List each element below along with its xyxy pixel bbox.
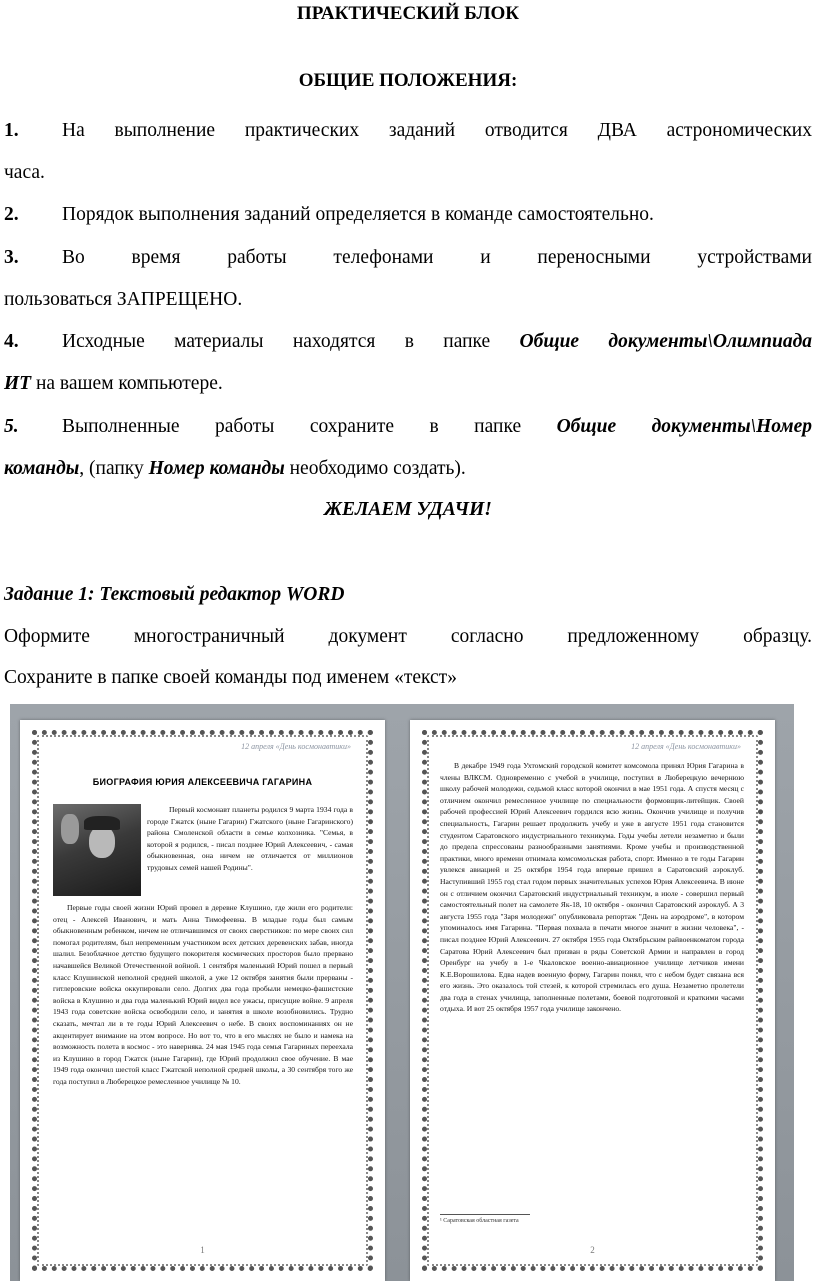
page-number: 1 bbox=[200, 1245, 205, 1255]
task-text-line-1: Оформите многостраничный документ согласно предложенному образцу. bbox=[4, 626, 812, 647]
page-title: БИОГРАФИЯ ЮРИЯ АЛЕКСЕЕВИЧА ГАГАРИНА bbox=[92, 777, 313, 787]
page-heading: ПРАКТИЧЕСКИЙ БЛОК bbox=[296, 3, 520, 24]
wish-text: ЖЕЛАЕМ УДАЧИ! bbox=[324, 499, 492, 520]
list-item-5-cont bbox=[4, 456, 812, 482]
footnote: ¹ Саратовская областная газета bbox=[440, 1218, 519, 1224]
item-number: 1. bbox=[4, 120, 19, 141]
item-number: 3. bbox=[4, 247, 19, 268]
list-item-3-cont: пользоваться ЗАПРЕЩЕНО. bbox=[4, 289, 243, 310]
item-text: Исходные материалы находятся в папке bbox=[62, 331, 520, 352]
item-text: , (папку bbox=[79, 458, 149, 479]
item-text: Во время работы телефонами и переносными устройствами bbox=[62, 247, 812, 268]
list-item-4-cont bbox=[4, 371, 812, 397]
page-body-text: Первые годы своей жизни Юрий провел в деревне Клушино, где жили его родители: отец - Алексей Иванович, и мать Анна Тимофеевна. В младые годы был самым обыкновенным ребенком, ничем не отличавшимся от своих сверстников: по мере своих сил помогал родителям, был непременным участником всех детских деревенских забав, иногда шалил. Безоблачное детство будущего покорителя космических просторов было прервано начавшейся Великой Отечественной войной. 1 сентября маленький Юрий пошел в первый класс Клушинской неполной средней школой, а уже 12 октября занятия были прерваны - гитлеровские войска оккупировали село. Долгих два года пробыли немецко-фашистские войска в Клушино и два года маленький Юрий видел все ужасы, присущие войне. 9 апреля 1943 года советские войска освободили село, и занятия в школе возобновились. Трудно сказать, мечтал ли в те годы Юрий Алексеевич о небе. В своих воспоминаниях он не акцентирует внимание на этом вопросе. Но вот то, что в его мыслях не было и намека на возможность полета в космос - это наверняка. 24 мая 1945 года семья Гагариных переехала из Клушино в город Гжатск (ныне Гагарин), где Юрий продолжил свое обучение. В мае 1949 года окончил шестой класс Гжатской неполной средней школы, а 30 сентября того же года поступил в Люберецкое ремесленное училище № 10. bbox=[53, 903, 353, 1086]
item-text: на вашем компьютере. bbox=[31, 373, 223, 394]
folder-path-end: команды bbox=[4, 458, 80, 479]
page-body-text: В декабре 1949 года Ухтомский городской комитет комсомола принял Юрия Гагарина в члены ВЛКСМ. Одновременно с учебой в училище, поступил в Люберецкую вечернюю школу рабочей молодежи, седьмой класс которой окончил в мае 1951 года. А спустя месяц с отличием окончил ремесленное училище по специальности формовщик-литейщик. Своей рабочей профессией Юрий Алексеевич гордился всю жизнь. Окончив училище и получив специальность, Гагарин решает продолжить учебу и уже в августе 1951 года становится студентом Саратовского индустриального техникума. Годы учебы летели незаметно и были до предела спрессованы разнообразными занятиями. Кроме учебы и производственной практики, много времени отнимала комсомольская работа, спорт. Именно в те годы Гагарин увлекся авиацией и 25 октября 1954 года впервые пришел в Саратовский аэроклуб. Наступивший 1955 год стал годом первых значительных успехов Юрия Алексеевича. В июне он с отличием окончил Саратовский индустриальный техникум, в июле - совершил первый самостоятельный полет на самолете Як-18, 10 октября - окончил Саратовский аэроклуб. А 3 августа 1955 года "Заря молодежи" опубликовала репортаж "День на аэродроме", в котором упоминалось имя Гагарина. "Первая похвала в печати многое значит в жизни человека", - писал позднее Юрий Алексеевич. 27 октября 1955 года Октябрьским райвоенкоматом города Саратова Юрий Алексеевич был призван в ряды Советской Армии и направлен в город Оренбург на учебу в 1-е Чкаловское военно-авиационное училище летчиков имени К.Е.Ворошилова. Едва надев военную форму, Гагарин понял, что с небом будет связана вся его жизнь. Это оказалось той стезей, к которой стремилась его душа. Незаметно пролетели два года в стенах училища, заполненные полетами, боевой подготовкой и краткими часами отдыха. И вот 25 октября 1957 года училище закончено. bbox=[440, 761, 744, 1014]
list-item-1-cont: часа. bbox=[4, 162, 45, 183]
page-header: 12 апреля «День космонавтики» bbox=[631, 742, 741, 751]
item-text: Порядок выполнения заданий определяется в команде самостоятельно. bbox=[62, 204, 654, 225]
list-item-2 bbox=[4, 202, 812, 228]
sample-document-image bbox=[10, 704, 794, 1281]
page-header: 12 апреля «День космонавтики» bbox=[241, 742, 351, 751]
list-item-5 bbox=[4, 414, 812, 440]
item-text: необходимо создать). bbox=[284, 458, 466, 479]
task-text-line-2: Сохраните в папке своей команды под именем «текст» bbox=[4, 667, 457, 688]
folder-name: Номер команды bbox=[148, 458, 285, 479]
list-item-4 bbox=[4, 329, 812, 355]
list-item-3 bbox=[4, 245, 812, 271]
sample-page-1 bbox=[20, 720, 385, 1281]
page-number: 2 bbox=[590, 1245, 595, 1255]
footnote-separator bbox=[440, 1214, 530, 1215]
gagarin-photo bbox=[53, 804, 141, 896]
photo-face bbox=[89, 826, 115, 858]
photo-side-text: Первый космонавт планеты родился 9 марта 1934 года в городе Гжатск (ныне Гагарин) Гжатского (ныне Гагаринского) района Смоленской области в семье колхозника. "Семья, в которой я родился, - писал позднее Юрий Алексеевич, - самая обыкновенная, она ничем не отличается от миллионов трудовых семей нашей Родины". bbox=[147, 805, 353, 872]
sample-page-2 bbox=[410, 720, 775, 1281]
folder-path: Общие документы\Олимпиада bbox=[519, 331, 812, 352]
item-text: Выполненные работы сохраните в папке bbox=[62, 416, 557, 437]
item-text: На выполнение практических заданий отводится ДВА астрономических bbox=[62, 120, 812, 141]
list-item-1 bbox=[4, 118, 812, 144]
photo-hand bbox=[61, 814, 79, 844]
item-number: 2. bbox=[4, 204, 19, 225]
task-title: Задание 1: Текстовый редактор WORD bbox=[4, 584, 345, 605]
section-heading: ОБЩИЕ ПОЛОЖЕНИЯ: bbox=[298, 70, 518, 91]
folder-path-end: ИТ bbox=[4, 373, 32, 394]
photo-cap bbox=[84, 816, 120, 830]
item-number: 4. bbox=[4, 331, 19, 352]
folder-path: Общие документы\Номер bbox=[556, 416, 813, 437]
item-number: 5. bbox=[4, 416, 19, 437]
